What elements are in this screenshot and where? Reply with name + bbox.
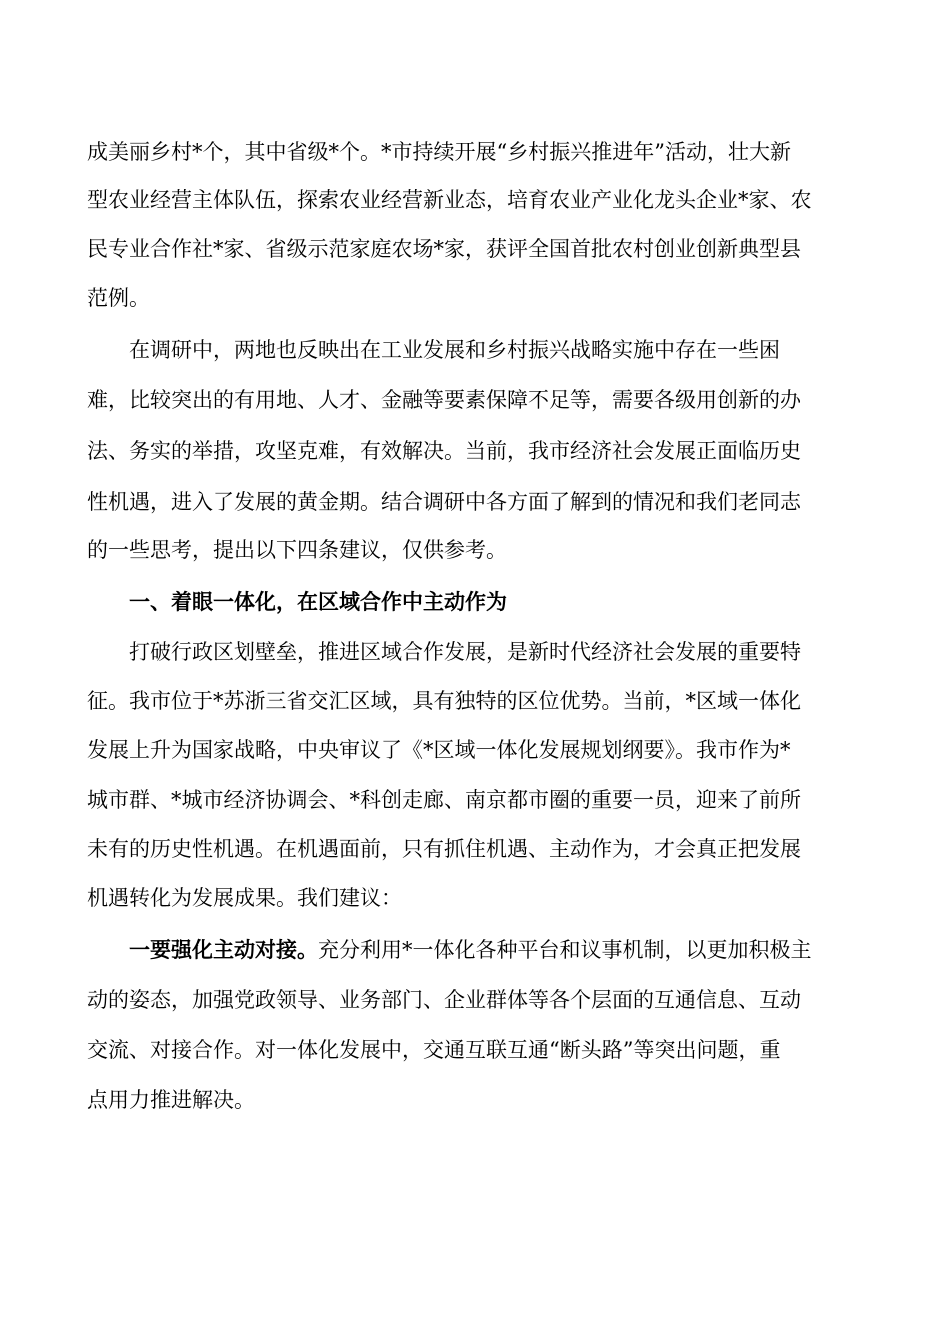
text-line: 成美丽乡村*个，其中省级*个。*市持续开展“乡村振兴推进年”活动，壮大新: [87, 140, 791, 164]
text-line: 的一些思考，提出以下四条建议，仅供参考。: [87, 538, 507, 562]
point-text: 充分利用*一体化各种平台和议事机制，以更加积极主: [318, 938, 812, 962]
text-line: 交流、对接合作。对一体化发展中，交通互联互通“断头路”等突出问题，重: [87, 1038, 781, 1062]
text-line: 性机遇，进入了发展的黄金期。结合调研中各方面了解到的情况和我们老同志: [87, 490, 801, 514]
section-heading: 一、着眼一体化，在区域合作中主动作为: [129, 590, 507, 614]
text-line: 型农业经营主体队伍，探索农业经营新业态，培育农业产业化龙头企业*家、农: [87, 188, 812, 212]
text-line: 打破行政区划壁垒，推进区域合作发展，是新时代经济社会发展的重要特: [129, 640, 801, 664]
text-line: 发展上升为国家战略，中央审议了《*区域一体化发展规划纲要》。我市作为*: [87, 738, 791, 762]
text-line: 点用力推进解决。: [87, 1088, 255, 1112]
text-line: 在调研中，两地也反映出在工业发展和乡村振兴战略实施中存在一些困: [129, 338, 780, 362]
text-line: 范例。: [87, 286, 150, 310]
text-line: 未有的历史性机遇。在机遇面前，只有抓住机遇、主动作为，才会真正把发展: [87, 837, 801, 861]
text-line: 征。我市位于*苏浙三省交汇区域，具有独特的区位优势。当前，*区域一体化: [87, 689, 801, 713]
text-line: 法、务实的举措，攻坚克难，有效解决。当前，我市经济社会发展正面临历史: [87, 439, 801, 463]
point-heading: 一要强化主动对接。: [129, 938, 318, 962]
text-line: 机遇转化为发展成果。我们建议：: [87, 886, 402, 910]
text-line: 民专业合作社*家、省级示范家庭农场*家，获评全国首批农村创业创新典型县: [87, 237, 801, 261]
text-line: [129, 930, 812, 970]
text-line: 动的姿态，加强党政领导、业务部门、企业群体等各个层面的互通信息、互动: [87, 988, 801, 1012]
text-line: 难，比较突出的有用地、人才、金融等要素保障不足等，需要各级用创新的办: [87, 388, 801, 412]
text-line: 城市群、*城市经济协调会、*科创走廊、南京都市圈的重要一员，迎来了前所: [87, 788, 801, 812]
